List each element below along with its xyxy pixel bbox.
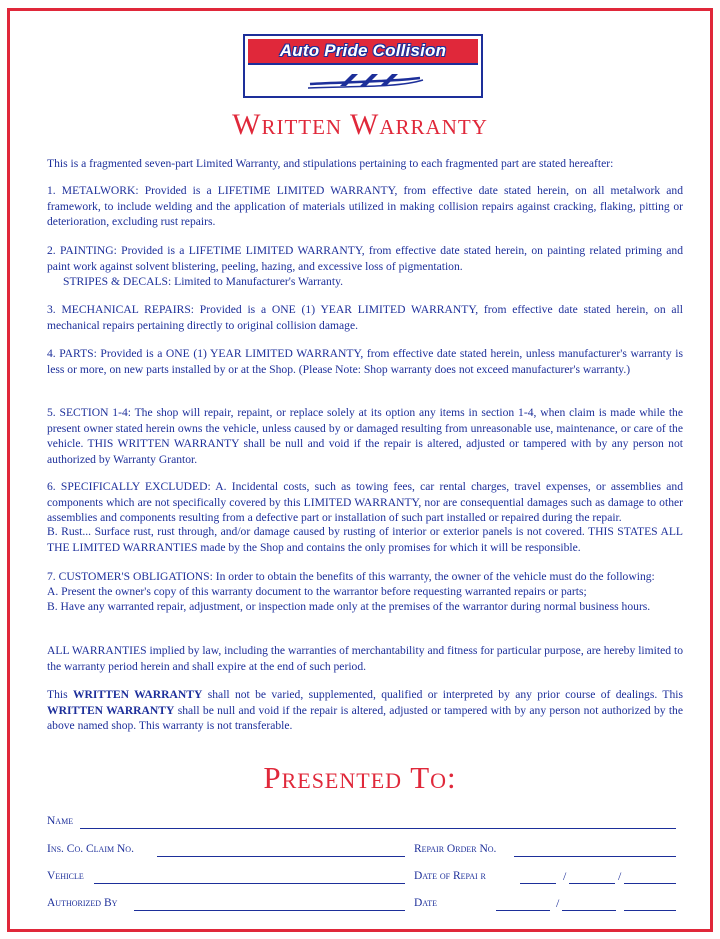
date-month-field[interactable]	[496, 910, 550, 911]
section-2-painting: 2. PAINTING: Provided is a LIFETIME LIMITED WARRANTY, from effective date stated herein, on painting related priming and paint work against solvent blistering, peeling, hazing, and excessive loss of pigmentation.	[47, 244, 683, 273]
repair-date-day-field[interactable]	[569, 883, 615, 884]
section-7-item-a: A. Present the owner's copy of this warranty document to the warrantor before requesting warranted repairs or parts;	[47, 585, 587, 598]
vehicle-field[interactable]	[94, 883, 405, 884]
vehicle-label: Vehicle	[47, 870, 84, 882]
name-field[interactable]	[80, 828, 676, 829]
section-3-mechanical: 3. MECHANICAL REPAIRS: Provided is a ONE (1) YEAR LIMITED WARRANTY, from effective date stated herein, on all mechanical repairs pertaining directly to original collision damage.	[47, 303, 683, 332]
logo-banner	[248, 39, 478, 65]
section-6-excluded: 6. SPECIFICALLY EXCLUDED: A. Incidental costs, such as towing fees, car rental charges, travel expenses, or assemblies and components which are not specifically covered by this LIMITED WARRANTY, nor are consequential damages such as damage to other assemblies and components resulting from a defective part or installation of such part installed or repaired during the repair.	[47, 480, 683, 524]
section-1-metalwork: 1. METALWORK: Provided is a LIFETIME LIMITED WARRANTY, from effective date stated herein, on all metalwork and framework, to include welding and the application of materials utilized in making collision repairs against cracking, flaking, pitting or deterioration, excluding rust repairs.	[47, 184, 683, 228]
section-5-section1-4: 5. SECTION 1-4: The shop will repair, repaint, or replace solely at its option any items in section 1-4, when claim is made while the present owner stated herein owns the vehicle, unless caused by or damaged resulting from unreasonable use, maintenance, or care of the vehicle. THIS WRITTEN WARRANTY shall be null and void if the repair is altered, adjusted or tampered with by any person not authorized by Warranty Grantor.	[47, 406, 683, 466]
final-paragraph: This WRITTEN WARRANTY shall not be varied, supplemented, qualified or interpreted by any prior course of dealings. This WRITTEN WARRANTY shall be null and void if the repair is altered, adjusted or tampered with by any person not authorized by the above named shop. This warranty is not transferable.	[47, 688, 684, 732]
repair-date-year-field[interactable]	[624, 883, 676, 884]
intro-paragraph: This is a fragmented seven-part Limited Warranty, and stipulations pertaining to each fragmented part are stated hereafter:	[47, 157, 614, 170]
authorized-by-label: Authorized By	[47, 897, 118, 909]
section-2-stripes: STRIPES & DECALS: Limited to Manufacturer's Warranty.	[63, 275, 344, 288]
name-label: Name	[47, 815, 74, 827]
repair-order-field[interactable]	[514, 856, 676, 857]
date-separator: /	[563, 869, 567, 883]
implied-warranties-paragraph: ALL WARRANTIES implied by law, including the warranties of merchantability and fitness for particular purpose, are hereby limited to the warranty period herein and shall expire at the end of such period.	[47, 644, 683, 673]
date-day-field[interactable]	[562, 910, 616, 911]
date-of-repair-label: Date of Repai r	[414, 870, 486, 882]
logo-swoosh-icon	[248, 66, 482, 94]
authorized-by-field[interactable]	[134, 910, 405, 911]
claim-number-field[interactable]	[157, 856, 405, 857]
section-4-parts: 4. PARTS: Provided is a ONE (1) YEAR LIMITED WARRANTY, from effective date stated herein, unless manufacturer's warranty is less or more, on new parts installed by or at the Shop. (Please Note: Shop warranty does not exceed manufacturer's warranty.)	[47, 347, 683, 376]
section-7-obligations: 7. CUSTOMER'S OBLIGATIONS: In order to obtain the benefits of this warranty, the owner of the vehicle must do the following:	[47, 570, 655, 583]
section-7-item-b: B. Have any warranted repair, adjustment, or inspection made only at the premises of the warrantor during normal business hours.	[47, 600, 651, 613]
logo-text: Auto Pride Collision	[279, 41, 447, 60]
section-6-rust: B. Rust... Surface rust, rust through, and/or damage caused by rusting of interior or exterior panels is not covered. THIS STATES ALL THE LIMITED WARRANTIES made by the Shop and contains the only promises for which it will be responsible.	[47, 525, 683, 554]
date-label: Date	[414, 897, 437, 909]
repair-date-month-field[interactable]	[520, 883, 556, 884]
date-year-field[interactable]	[624, 910, 676, 911]
date-separator: /	[618, 869, 622, 883]
repair-order-label: Repair Order No.	[414, 843, 497, 855]
claim-number-label: Ins. Co. Claim No.	[47, 843, 134, 855]
date-separator: /	[556, 896, 560, 910]
presented-to-heading: Presented To:	[263, 760, 457, 795]
document-title: Written Warranty	[232, 108, 488, 141]
company-logo	[243, 34, 483, 98]
